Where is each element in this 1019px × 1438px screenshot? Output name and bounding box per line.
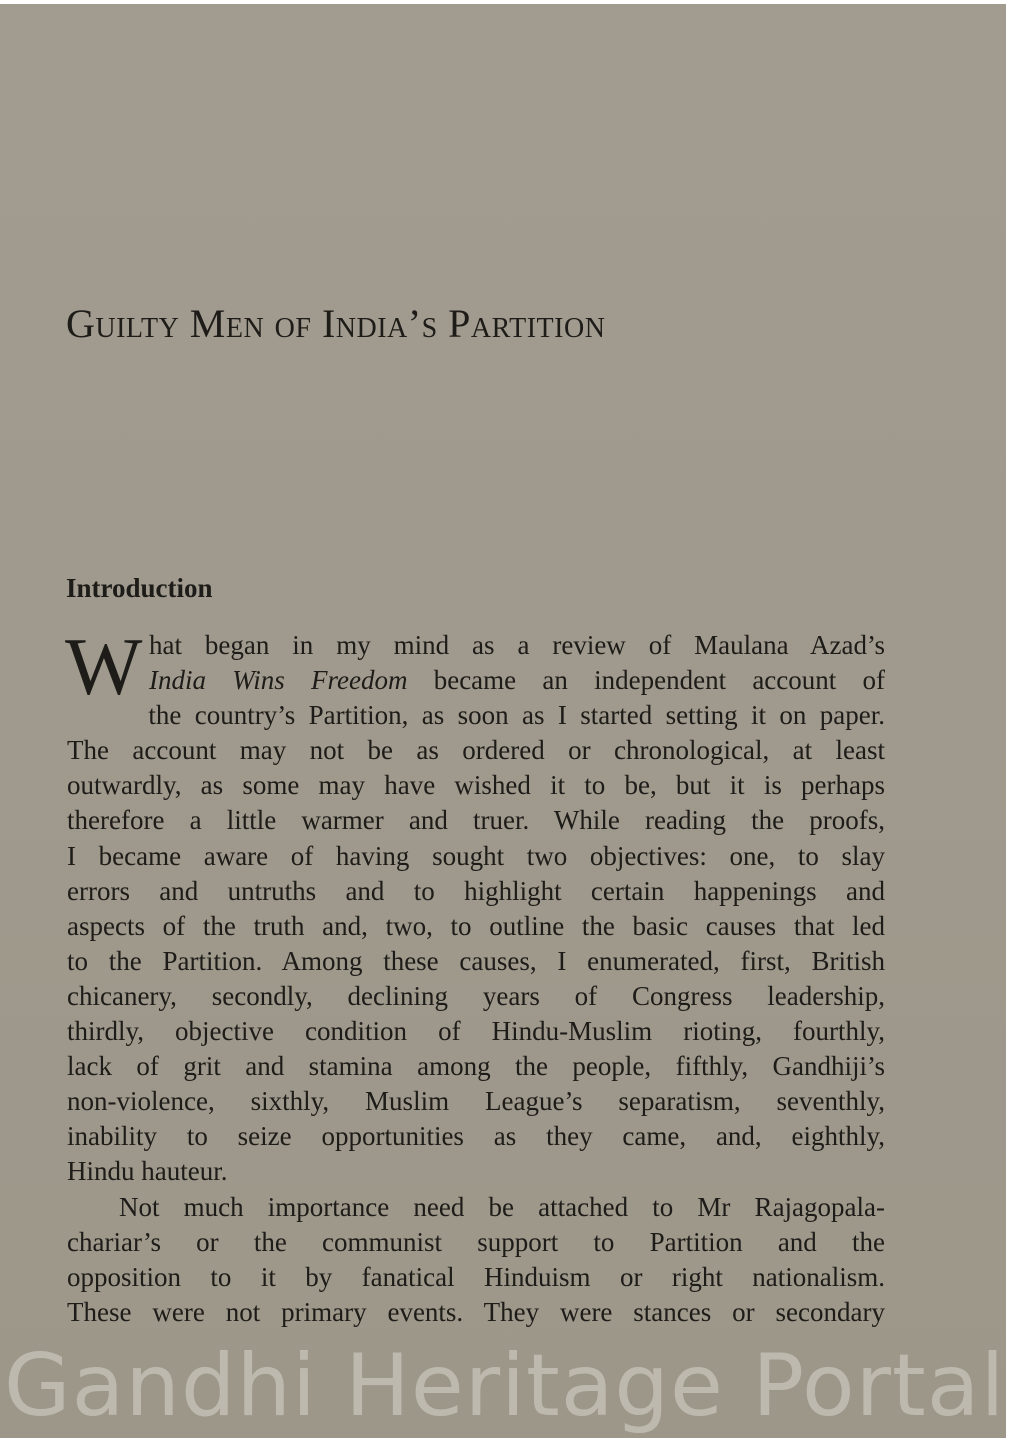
book-page — [0, 4, 1006, 1438]
paragraph-1 — [65, 621, 886, 1190]
page-edge — [1006, 0, 1019, 1438]
text-line: inability to seize opportunities as they came, and, eighthly, — [67, 1121, 885, 1152]
text-line: chicanery, secondly, declining years of Congress leadership, — [67, 980, 885, 1011]
text-line: aspects of the truth and, two, to outline the basic causes that led — [67, 910, 885, 941]
book-title: India Wins Freedom — [149, 665, 408, 696]
text-line: the country’s Partition, as soon as I started setting it on paper. — [148, 700, 885, 731]
watermark: Gandhi Heritage Portal — [4, 1336, 1006, 1436]
text-line: errors and untruths and to highlight certain happenings and — [67, 875, 885, 906]
text-line: therefore a little warmer and truer. While reading the proofs, — [67, 805, 885, 836]
text-line: to the Partition. Among these causes, I enumerated, first, British — [67, 945, 885, 976]
text-line — [67, 663, 885, 698]
text-line: opposition to it by fanatical Hinduism or right nationalism. — [67, 1261, 885, 1292]
paragraph-2 — [67, 1190, 885, 1330]
text-line: Not much importance need be attached to Mr Rajagopala- — [119, 1191, 885, 1222]
text-fragment: became an independent account of — [407, 665, 886, 696]
text-line: chariar’s or the communist support to Partition and the — [67, 1226, 885, 1257]
text-line: These were not primary events. They were stances or secondary — [67, 1296, 885, 1327]
chapter-title: Guilty Men of India’s Partition — [66, 301, 606, 346]
body-text — [65, 621, 886, 1330]
text-line: hat began in my mind as a review of Maulana Azad’s — [149, 630, 885, 660]
text-line: I became aware of having sought two objectives: one, to slay — [67, 840, 885, 871]
text-line: thirdly, objective condition of Hindu-Muslim rioting, fourthly, — [67, 1016, 885, 1047]
text-line: The account may not be as ordered or chronological, at least — [67, 735, 885, 766]
text-line: non-violence, sixthly, Muslim League’s separatism, seventhly, — [67, 1086, 885, 1117]
text-line: Hindu hauteur. — [67, 1156, 228, 1187]
text-line: outwardly, as some may have wished it to be, but it is perhaps — [67, 770, 885, 801]
text-line: lack of grit and stamina among the people, fifthly, Gandhiji’s — [67, 1051, 885, 1082]
drop-cap: W — [65, 621, 143, 712]
section-heading: Introduction — [66, 573, 213, 603]
